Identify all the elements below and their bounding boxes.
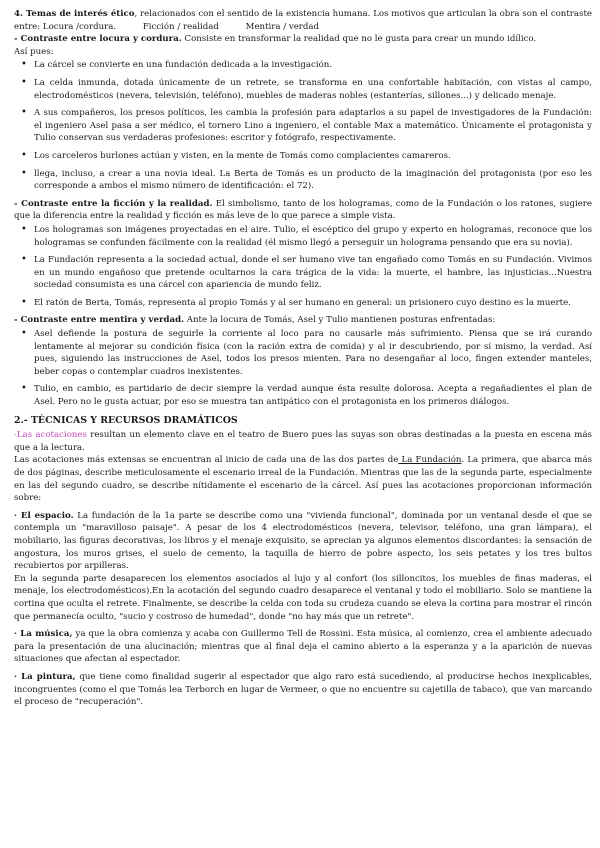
- acotaciones-detail-b: . La primera, que abarca más de dos páginas, describe meticulosamente el escenario irreal de la Fundación. Mientras que las de la segunda parte, especialmente en las del segundo cuadro, se describe nítidamente el escenario de la cárcel. Así pues las acotaciones proporcionan información sobre:: [14, 455, 592, 504]
- section1-paragraph: [14, 8, 592, 33]
- section2-heading: 2.- TÉCNICAS Y RECURSOS DRAMÁTICOS: [14, 414, 238, 426]
- list-item: • Los hologramas son imágenes proyectadas en el aire. Tulio, el escéptico del grupo y experto en hologramas, reconoce que los hologramas se confunden fácilmente con la realidad (él mismo llegó a perseguir un holograma pensando que era su novia).: [34, 224, 592, 249]
- musica-paragraph: [14, 628, 592, 666]
- document-page: [14, 8, 592, 709]
- espacio-paragraph: [14, 510, 592, 573]
- ficcion-paragraph: [14, 198, 592, 223]
- ficcion-list: [14, 224, 592, 310]
- locura-paragraph: [14, 33, 592, 46]
- list-item: • llega, incluso, a crear a una novia ideal. La Berta de Tomás es un producto de la imaginación del protagonista (por eso les corresponde a ambos el mismo número de identificación: el 72).: [34, 168, 592, 193]
- list-item: • Asel defiende la postura de seguirle la corriente al loco para no causarle más sufrimiento. Piensa que se irá curando lentamente al mejorar su condición física (con la ración extra de comida) y al ir descubriendo, por sí mismo, la verdad. Así pues, siguiendo las instrucciones de Asel, todos los presos mienten. Para no desengañar al loco, fingen extender manteles, beber copas o contemplar cuadros inexistentes.: [34, 328, 592, 378]
- locura-asi: Así pues:: [14, 46, 54, 57]
- list-item: • Los carceleros burlones actúan y visten, en la mente de Tomás como complacientes camareros.: [34, 150, 592, 163]
- section1-intro: , relacionados con el sentido de la existencia humana. Los motivos que articulan la obra son el contraste entre:: [14, 9, 592, 32]
- list-item: • Tulio, en cambio, es partidario de decir siempre la verdad aunque ésta resulte dolorosa. Acepta a regañadientes el plan de Asel. Pero no le gusta actuar, por eso se muestra tan antipático con el protagonista en los primeros diálogos.: [34, 383, 592, 408]
- list-item: • A sus compañeros, los presos políticos, les cambia la profesión para adaptarlos a su papel de investigadores de la Fundación: el ingeniero Asel pasa a ser médico, el tornero Lino a ingeniero, el contable Max a matemático. Únicamente el protagonista y Tulio conservan sus verdaderas profesiones: escritor y fotógrafo, respectivamente.: [34, 107, 592, 145]
- acotaciones-text: resultan un elemento clave en el teatro de Buero pues las suyas son obras destinadas a la puesta en escena más que a la lectura.: [14, 430, 592, 453]
- pair-locura: Locura /cordura.: [42, 21, 117, 32]
- locura-heading: - Contraste entre locura y cordura.: [14, 34, 182, 45]
- acotaciones-detail: [14, 454, 592, 504]
- musica-text: ya que la obra comienza y acaba con Guillermo Tell de Rossini. Esta música, al comienzo, crea el ambiente adecuado para la presentación de una alucinación; mientras que al final deja el camino abierto a la esperanza y a la aparición de nuevas situaciones que afectan al espectador.: [14, 629, 592, 665]
- ficcion-heading: - Contraste entre la ficción y la realidad.: [14, 198, 213, 209]
- pair-ficcion: Ficción / realidad: [142, 21, 219, 32]
- acotaciones-term: -Las acotaciones: [14, 430, 87, 441]
- pintura-term: · La pintura,: [14, 671, 76, 682]
- mentira-list: [14, 328, 592, 409]
- locura-list: [14, 59, 592, 192]
- ficcion-text: El simbolismo, tanto de los hologramas, como de la Fundación o los ratones, sugiere que la diferencia entre la realidad y ficción es más leve de lo que parece a simple vista.: [14, 198, 593, 222]
- list-item: • El ratón de Berta, Tomás, representa al propio Tomás y al ser humano en general: un prisionero cuyo destino es la muerte.: [34, 297, 592, 310]
- mentira-heading: - Contraste entre mentira y verdad.: [14, 315, 185, 326]
- mentira-text: Ante la locura de Tomás, Asel y Tulio mantienen posturas enfrentadas:: [184, 315, 496, 326]
- musica-term: · La música,: [14, 629, 73, 640]
- acotaciones-paragraph: [14, 429, 592, 454]
- acotaciones-detail-a: Las acotaciones más extensas se encuentran al inicio de cada una de las dos partes de: [14, 455, 399, 466]
- locura-text: Consiste en transformar la realidad que no le gusta para crear un mundo idílico.: [181, 34, 537, 45]
- pintura-paragraph: [14, 671, 592, 709]
- list-item: • La cárcel se convierte en una fundación dedicada a la investigación.: [34, 59, 592, 72]
- espacio-paragraph-2: En la segunda parte desaparecen los elementos asociados al lujo y al confort (los silloncitos, los muebles de finas maderas, el menaje, los electrodomésticos).En la acotación del segundo cuadro desaparece el ventanal y todo el mobiliario. Solo se mantiene la cortina que oculta el retrete. Finalmente, se describe la celda con toda su crudeza cuando se eleva la cortina para mostrar el rincón que permanecía oculto, "sucio y costroso de humedad", donde "no hay más que un retrete".: [14, 573, 592, 622]
- pintura-text: que tiene como finalidad sugerir al espectador que algo raro está sucediendo, al producirse hechos inexplicables, incongruentes (como el que Tomás lea Terborch en lugar de Vermeer, o que no encuentre su cajetilla de tabaco), que van marcando el proceso de "recuperación".: [14, 671, 592, 708]
- espacio-text: La fundación de la 1a parte se describe como una "vivienda funcional", dominada por un ventanal desde el que se contempla un "maravilloso paisaje". A pesar de los 4 electrodomésticos (nevera, televisor, teléfono, una gran lámpara), el mobiliario, las figuras decorativas, los libros y el menaje exquisito, se aprecian ya algunos elementos discordantes: la sensación de angostura, los muros grises, el suelo de cemento, la taquilla de hierro de pobre aspecto, los seis petates y los tres bultos recubiertos por arpilleras.: [14, 510, 593, 572]
- section1-heading: 4. Temas de interés ético: [14, 9, 135, 19]
- la-fundacion-link[interactable]: La Fundación: [398, 455, 462, 466]
- mentira-paragraph: [14, 314, 592, 327]
- list-item: • La Fundación representa a la sociedad actual, donde el ser humano vive tan engañado como Tomás en su Fundación. Vivimos en un mundo engañoso que pretende ocultarnos la cara trágica de la vida: la muerte, el hambre, las injusticias...Nuestra sociedad consumista es una cárcel con apariencia de mundo feliz.: [34, 254, 592, 292]
- pair-mentira: Mentira / verdad: [245, 21, 320, 32]
- list-item: • La celda inmunda, dotada únicamente de un retrete, se transforma en una confortable habitación, con vistas al campo, electrodomésticos (nevera, televisión, teléfono), muebles de maderas nobles (estanterías, sillones...) y delicado menaje.: [34, 77, 592, 102]
- espacio-term: · El espacio.: [14, 510, 74, 521]
